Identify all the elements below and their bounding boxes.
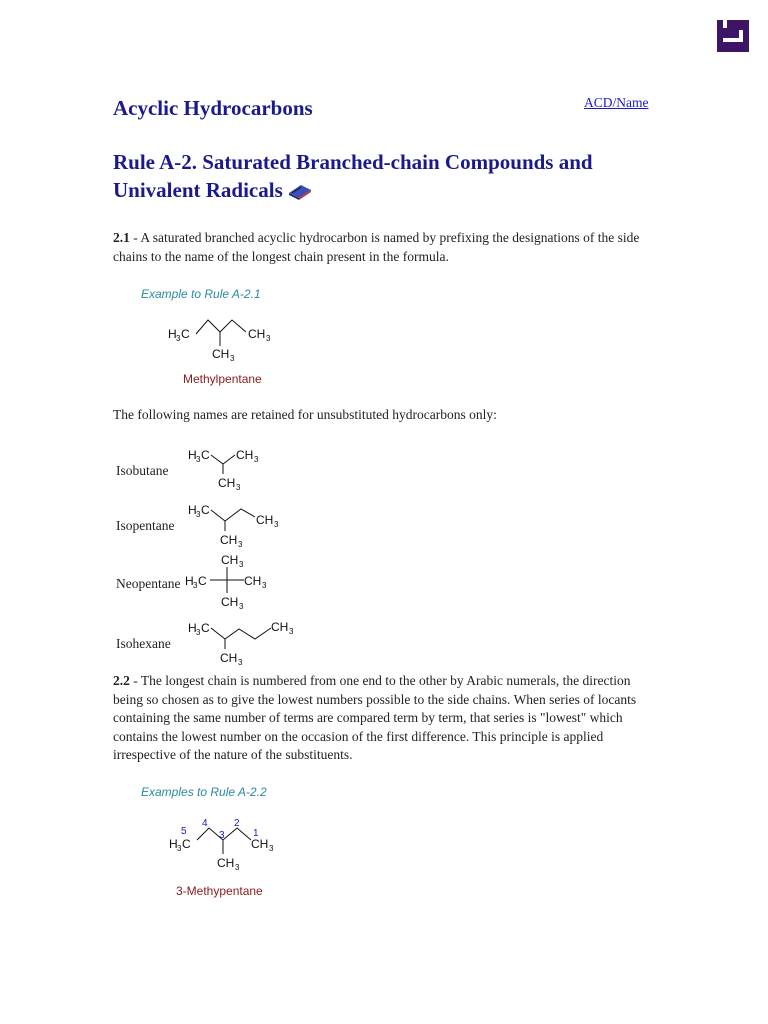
rule-2-1-paragraph — [113, 229, 658, 266]
svg-text:C: C — [201, 621, 210, 635]
svg-text:3: 3 — [236, 483, 241, 492]
isopentane-label: Isopentane — [116, 518, 175, 533]
rule-2-1-label: 2.1 — [113, 230, 130, 245]
svg-text:CH: CH — [220, 651, 238, 665]
svg-text:CH: CH — [217, 856, 235, 870]
rule-heading — [113, 148, 673, 204]
neopentane-label: Neopentane — [116, 576, 181, 591]
atom-label: H — [168, 327, 177, 341]
svg-text:3: 3 — [262, 581, 267, 590]
svg-text:C: C — [181, 327, 190, 341]
methylpentane-structure — [160, 310, 290, 370]
locant: 4 — [202, 818, 208, 829]
isohexane-structure — [185, 615, 305, 667]
svg-text:C: C — [182, 837, 191, 851]
svg-text:CH: CH — [256, 513, 274, 527]
isopentane-structure — [185, 497, 295, 549]
svg-text:3: 3 — [239, 602, 244, 611]
svg-text:3: 3 — [238, 540, 243, 549]
svg-text:3: 3 — [269, 844, 274, 853]
svg-text:3: 3 — [176, 334, 181, 343]
rule-heading-text: Rule A-2. Saturated Branched-chain Compounds and Univalent Radicals — [113, 150, 593, 202]
svg-text:3: 3 — [230, 354, 235, 363]
svg-text:C: C — [201, 503, 210, 517]
svg-text:3: 3 — [196, 455, 201, 464]
svg-text:3: 3 — [235, 863, 240, 872]
rule-2-1-text: - A saturated branched acyclic hydrocarbon is named by prefixing the designations of the side chains to the name of the longest chain present in the formula. — [113, 230, 640, 264]
svg-text:3: 3 — [193, 581, 198, 590]
example-2-1-caption: Example to Rule A-2.1 — [141, 287, 261, 301]
svg-text:3: 3 — [239, 560, 244, 569]
book-icon[interactable] — [287, 183, 313, 201]
svg-text:CH: CH — [221, 595, 239, 609]
svg-text:CH: CH — [221, 553, 239, 567]
rule-2-2-label: 2.2 — [113, 673, 130, 688]
svg-text:CH: CH — [271, 620, 289, 634]
svg-text:3: 3 — [274, 520, 279, 529]
svg-text:3: 3 — [196, 510, 201, 519]
acd-name-link[interactable]: ACD/Name — [584, 95, 649, 110]
example-2-2-name: 3-Methypentane — [176, 884, 263, 898]
svg-text:H: H — [169, 837, 178, 851]
svg-text:H: H — [188, 503, 197, 517]
isobutane-structure — [185, 442, 285, 492]
svg-text:CH: CH — [220, 533, 238, 547]
isobutane-label: Isobutane — [116, 463, 169, 478]
svg-text:H: H — [185, 574, 194, 588]
rule-2-2-text: - The longest chain is numbered from one end to the other by Arabic numerals, the direction being so chosen as to give the lowest numbers possible to the side chains. When series of locants containing the same number of terms are compared term by term, that series is "lowest" which contains the lowest number on the occasion of the first difference. This principle is applied irrespective of the nature of the substituents. — [113, 673, 637, 762]
rule-2-2-paragraph — [113, 672, 658, 765]
svg-text:CH: CH — [236, 448, 254, 462]
svg-text:H: H — [188, 621, 197, 635]
methylpentane-numbered-structure — [165, 812, 295, 874]
svg-text:3: 3 — [289, 627, 294, 636]
svg-text:CH: CH — [218, 476, 236, 490]
site-logo-icon[interactable] — [717, 20, 749, 52]
neopentane-structure — [185, 550, 285, 612]
page-title: Acyclic Hydrocarbons — [113, 96, 313, 120]
svg-text:3: 3 — [266, 334, 271, 343]
svg-text:3: 3 — [177, 844, 182, 853]
svg-text:CH: CH — [244, 574, 262, 588]
svg-text:C: C — [201, 448, 210, 462]
locant: 5 — [181, 826, 187, 837]
locant: 1 — [253, 828, 259, 839]
svg-text:CH: CH — [212, 347, 230, 361]
svg-text:CH: CH — [248, 327, 266, 341]
svg-text:C: C — [198, 574, 207, 588]
svg-text:H: H — [188, 448, 197, 462]
example-2-2-caption: Examples to Rule A-2.2 — [141, 785, 267, 799]
svg-text:3: 3 — [254, 455, 259, 464]
isohexane-label: Isohexane — [116, 636, 171, 651]
svg-text:3: 3 — [238, 658, 243, 667]
locant: 3 — [219, 830, 225, 841]
svg-text:3: 3 — [196, 628, 201, 637]
example-2-1-name: Methylpentane — [183, 372, 262, 386]
locant: 2 — [234, 818, 240, 829]
svg-text:CH: CH — [251, 837, 269, 851]
retained-intro: The following names are retained for unsubstituted hydrocarbons only: — [113, 407, 497, 422]
